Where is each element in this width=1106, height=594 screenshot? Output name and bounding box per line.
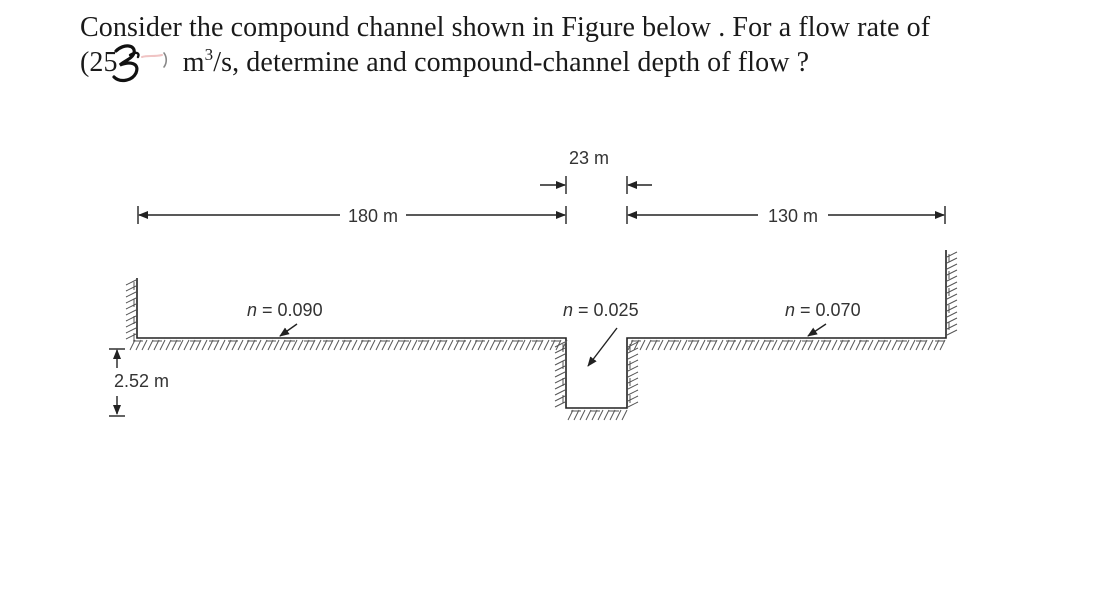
right-bank-hatching	[947, 252, 957, 335]
main-channel-bottom-hatching	[568, 410, 627, 420]
hatch-mark	[202, 340, 207, 350]
hatch-mark	[778, 340, 783, 350]
hatch-mark	[394, 340, 399, 350]
dim-center-width-label: 23 m	[568, 148, 610, 168]
hatch-mark	[832, 340, 837, 350]
roughness-center-pointer	[588, 328, 617, 366]
hatch-mark	[700, 340, 705, 350]
hatch-mark	[466, 340, 471, 350]
hatch-mark	[850, 340, 855, 350]
hatch-mark	[604, 410, 609, 420]
hatch-mark	[166, 340, 171, 350]
hatch-mark	[220, 340, 225, 350]
main-channel-left-wall-hatching	[555, 342, 565, 407]
hatch-mark	[947, 330, 957, 335]
roughness-center-label: n = 0.025	[563, 300, 639, 320]
main-channel-right-wall-hatching	[628, 342, 638, 407]
dim-right-width-label: 130 m	[767, 206, 819, 226]
hatch-mark	[682, 340, 687, 350]
right-floodplain-hatching	[628, 340, 945, 350]
hatch-mark	[947, 282, 957, 287]
question-unit: m	[182, 47, 205, 78]
hatch-mark	[412, 340, 417, 350]
hatch-mark	[910, 340, 915, 350]
hatch-mark	[352, 340, 357, 350]
hatch-mark	[430, 340, 435, 350]
hatch-mark	[628, 372, 638, 377]
roughness-left-pointer	[280, 324, 297, 336]
hatch-mark	[126, 310, 136, 315]
hatch-mark	[526, 340, 531, 350]
channel-outline	[137, 250, 946, 408]
left-bank-hatching	[126, 280, 136, 341]
hatch-mark	[555, 390, 565, 395]
hatch-mark	[508, 340, 513, 350]
question-flow-rest: /s, determine and compound-channel depth of flow ?	[213, 47, 810, 78]
hatch-mark	[628, 354, 638, 359]
dim-depth-label: 2.52 m	[114, 371, 170, 391]
roughness-left-label: n = 0.090	[247, 300, 323, 320]
hatch-mark	[796, 340, 801, 350]
hatch-mark	[947, 264, 957, 269]
question-unit-exponent: 3	[204, 45, 214, 64]
hatch-mark	[628, 390, 638, 395]
hatch-mark	[316, 340, 321, 350]
hatch-mark	[622, 410, 627, 420]
hatch-mark	[448, 340, 453, 350]
hatch-mark	[555, 354, 565, 359]
left-floodplain-hatching	[130, 340, 567, 350]
hatch-mark	[555, 372, 565, 377]
hatch-mark	[718, 340, 723, 350]
hatch-mark	[298, 340, 303, 350]
question-flow-prefix: (25	[80, 47, 118, 78]
roughness-right-pointer	[808, 324, 826, 336]
question-line-1: Consider the compound channel shown in Figure below . For a flow rate of	[80, 12, 931, 43]
hatch-mark	[184, 340, 189, 350]
hatch-mark	[544, 340, 549, 350]
hatch-mark	[334, 340, 339, 350]
hatch-mark	[126, 292, 136, 297]
hatch-mark	[947, 300, 957, 305]
hatch-mark	[928, 340, 933, 350]
dim-left-width-label: 180 m	[347, 206, 399, 226]
hatch-mark	[280, 340, 285, 350]
hatch-mark	[126, 328, 136, 333]
hatch-mark	[892, 340, 897, 350]
hatch-mark	[814, 340, 819, 350]
hatch-mark	[736, 340, 741, 350]
hatch-mark	[664, 340, 669, 350]
hatch-mark	[238, 340, 243, 350]
roughness-right-label: n = 0.070	[785, 300, 861, 320]
